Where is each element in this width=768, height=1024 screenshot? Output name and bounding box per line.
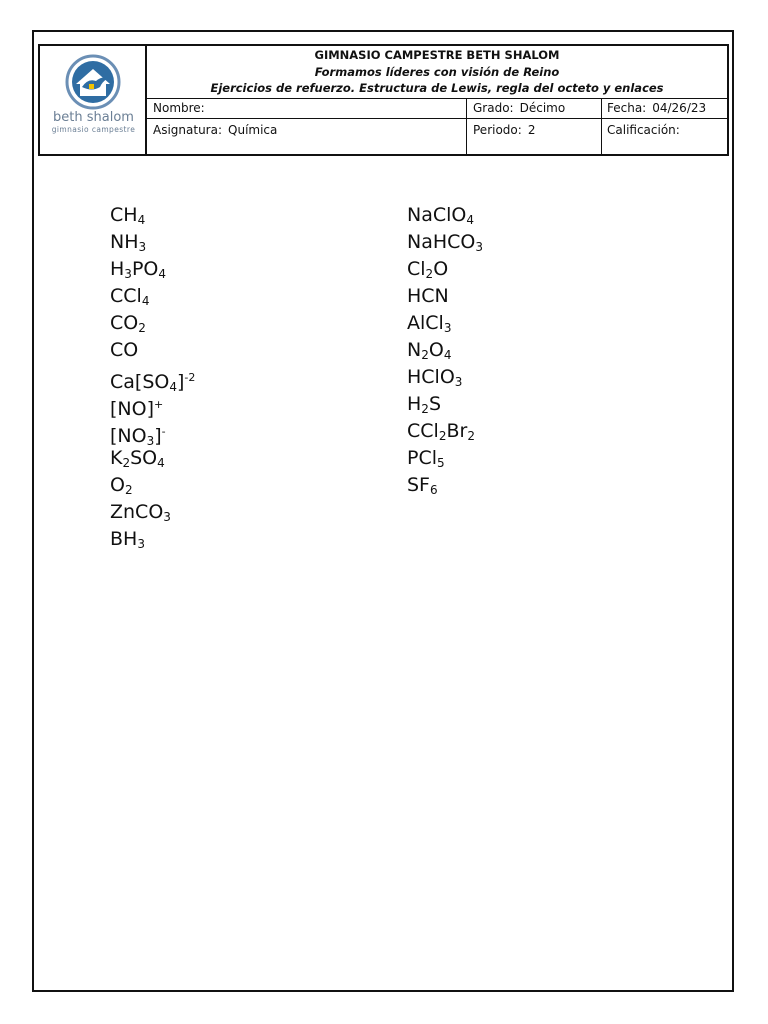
logo-cell [40, 46, 147, 154]
formula-part: 2 [467, 429, 475, 443]
dove-house-logo-icon [62, 54, 124, 110]
row-divider [147, 118, 727, 119]
formula-part: ] [176, 371, 185, 393]
school-name: GIMNASIO CAMPESTRE BETH SHALOM [314, 48, 560, 62]
formula-part: H [407, 393, 422, 415]
formula-item [110, 229, 195, 256]
asignatura-label: Asignatura: [153, 123, 223, 137]
formula-part: 2 [124, 483, 133, 497]
logo-name: beth shalom [53, 110, 134, 125]
formula-list-right [407, 202, 483, 499]
formula-part: 4 [137, 213, 146, 227]
formula-part: CCl [110, 285, 142, 307]
formula-part: 2 [421, 348, 429, 362]
periodo-label: Periodo: [473, 123, 522, 137]
formula-part: 4 [157, 456, 165, 470]
formula-item [110, 499, 195, 526]
formula-part: 3 [146, 434, 155, 448]
formula-item [407, 445, 483, 472]
formula-item [110, 310, 195, 337]
formula-part: H [110, 258, 125, 280]
formula-part: NaHCO [407, 231, 476, 253]
formula-item [110, 472, 195, 499]
periodo-value: 2 [527, 123, 536, 137]
formula-part: NH [110, 231, 139, 253]
calificacion-label: Calificación: [607, 123, 680, 137]
formula-part: 3 [454, 375, 463, 389]
formula-item [407, 418, 483, 445]
formula-item [407, 364, 483, 391]
formula-part: [NO [110, 425, 147, 447]
fecha-value: 04/26/23 [652, 101, 707, 115]
formula-part: 4 [466, 213, 474, 227]
formula-part: PCl [407, 447, 438, 469]
formula-part: 6 [430, 483, 438, 497]
formula-part: 3 [163, 510, 171, 524]
column-divider [466, 98, 467, 154]
formula-part: 4 [141, 294, 150, 308]
formula-part: CO [110, 312, 139, 334]
formula-part: - [161, 425, 166, 438]
school-motto: Formamos líderes con visión de Reino [314, 65, 560, 79]
formula-item [110, 337, 195, 364]
logo-subtitle: gimnasio campestre [51, 125, 136, 134]
formula-part: SF [407, 474, 430, 496]
fecha-field [607, 101, 706, 115]
row-divider [147, 98, 727, 99]
grado-label: Grado: [473, 101, 514, 115]
nombre-label: Nombre: [153, 101, 205, 115]
formula-part: PO [131, 258, 159, 280]
periodo-field [473, 123, 535, 137]
formula-part: K [110, 447, 123, 469]
formula-list-left [110, 202, 195, 553]
grado-value: Décimo [519, 101, 566, 115]
formula-part: 3 [443, 321, 452, 335]
formula-item [407, 202, 483, 229]
formula-part: Cl [407, 258, 426, 280]
formula-part: 4 [443, 348, 452, 362]
asignatura-field [153, 123, 277, 137]
formula-item [407, 283, 483, 310]
formula-part: 3 [475, 240, 484, 254]
formula-part: BH [110, 528, 138, 550]
formula-part: HCN [407, 285, 449, 307]
fecha-label: Fecha: [607, 101, 647, 115]
formula-part: O [428, 339, 444, 361]
formula-part: ] [154, 425, 162, 447]
formula-item [407, 391, 483, 418]
title-block [147, 46, 727, 98]
formula-item [110, 283, 195, 310]
formula-part: 2 [421, 402, 429, 416]
formula-part: 5 [437, 456, 445, 470]
formula-item [407, 256, 483, 283]
formula-part: SO [130, 447, 158, 469]
formula-item [110, 445, 195, 472]
formula-part: O [433, 258, 449, 280]
formula-part: CO [110, 339, 139, 361]
worksheet-subtitle: Ejercicios de refuerzo. Estructura de Lewis, regla del octeto y enlaces [210, 81, 664, 95]
formula-part: AlCl [407, 312, 444, 334]
column-divider [601, 98, 602, 154]
header-table [38, 44, 729, 156]
formula-part: + [154, 398, 164, 411]
nombre-field[interactable] [153, 101, 205, 115]
formula-part: 3 [138, 240, 147, 254]
formula-part: [NO] [110, 398, 154, 420]
formula-part: CH [110, 204, 138, 226]
formula-item [407, 337, 483, 364]
formula-part: 2 [425, 267, 434, 281]
formula-part: N [407, 339, 422, 361]
formula-item [407, 229, 483, 256]
calificacion-field[interactable] [607, 123, 680, 137]
formula-part: S [428, 393, 441, 415]
formula-part: NaClO [407, 204, 467, 226]
formula-part: CCl [407, 420, 439, 442]
formula-part: ZnCO [110, 501, 164, 523]
asignatura-value: Química [228, 123, 278, 137]
formula-part: Br [446, 420, 468, 442]
formula-part: 4 [158, 267, 166, 281]
formula-item [407, 472, 483, 499]
formula-part: 2 [138, 321, 146, 335]
formula-item [110, 364, 196, 394]
formula-item [407, 310, 483, 337]
formula-part: HClO [407, 366, 455, 388]
formula-part: Ca[SO [110, 371, 170, 393]
formula-part: O [110, 474, 125, 496]
formula-part: 2 [122, 456, 131, 470]
formula-part: 2 [438, 429, 447, 443]
formula-item [110, 418, 195, 448]
formula-item [110, 202, 195, 229]
formula-item [110, 256, 195, 283]
formula-item [110, 391, 195, 418]
formula-item [110, 526, 195, 553]
grado-field [473, 101, 565, 115]
formula-part: 4 [169, 380, 177, 394]
formula-part: -2 [184, 371, 196, 384]
formula-part: 3 [124, 267, 132, 281]
formula-part: 3 [137, 537, 145, 551]
